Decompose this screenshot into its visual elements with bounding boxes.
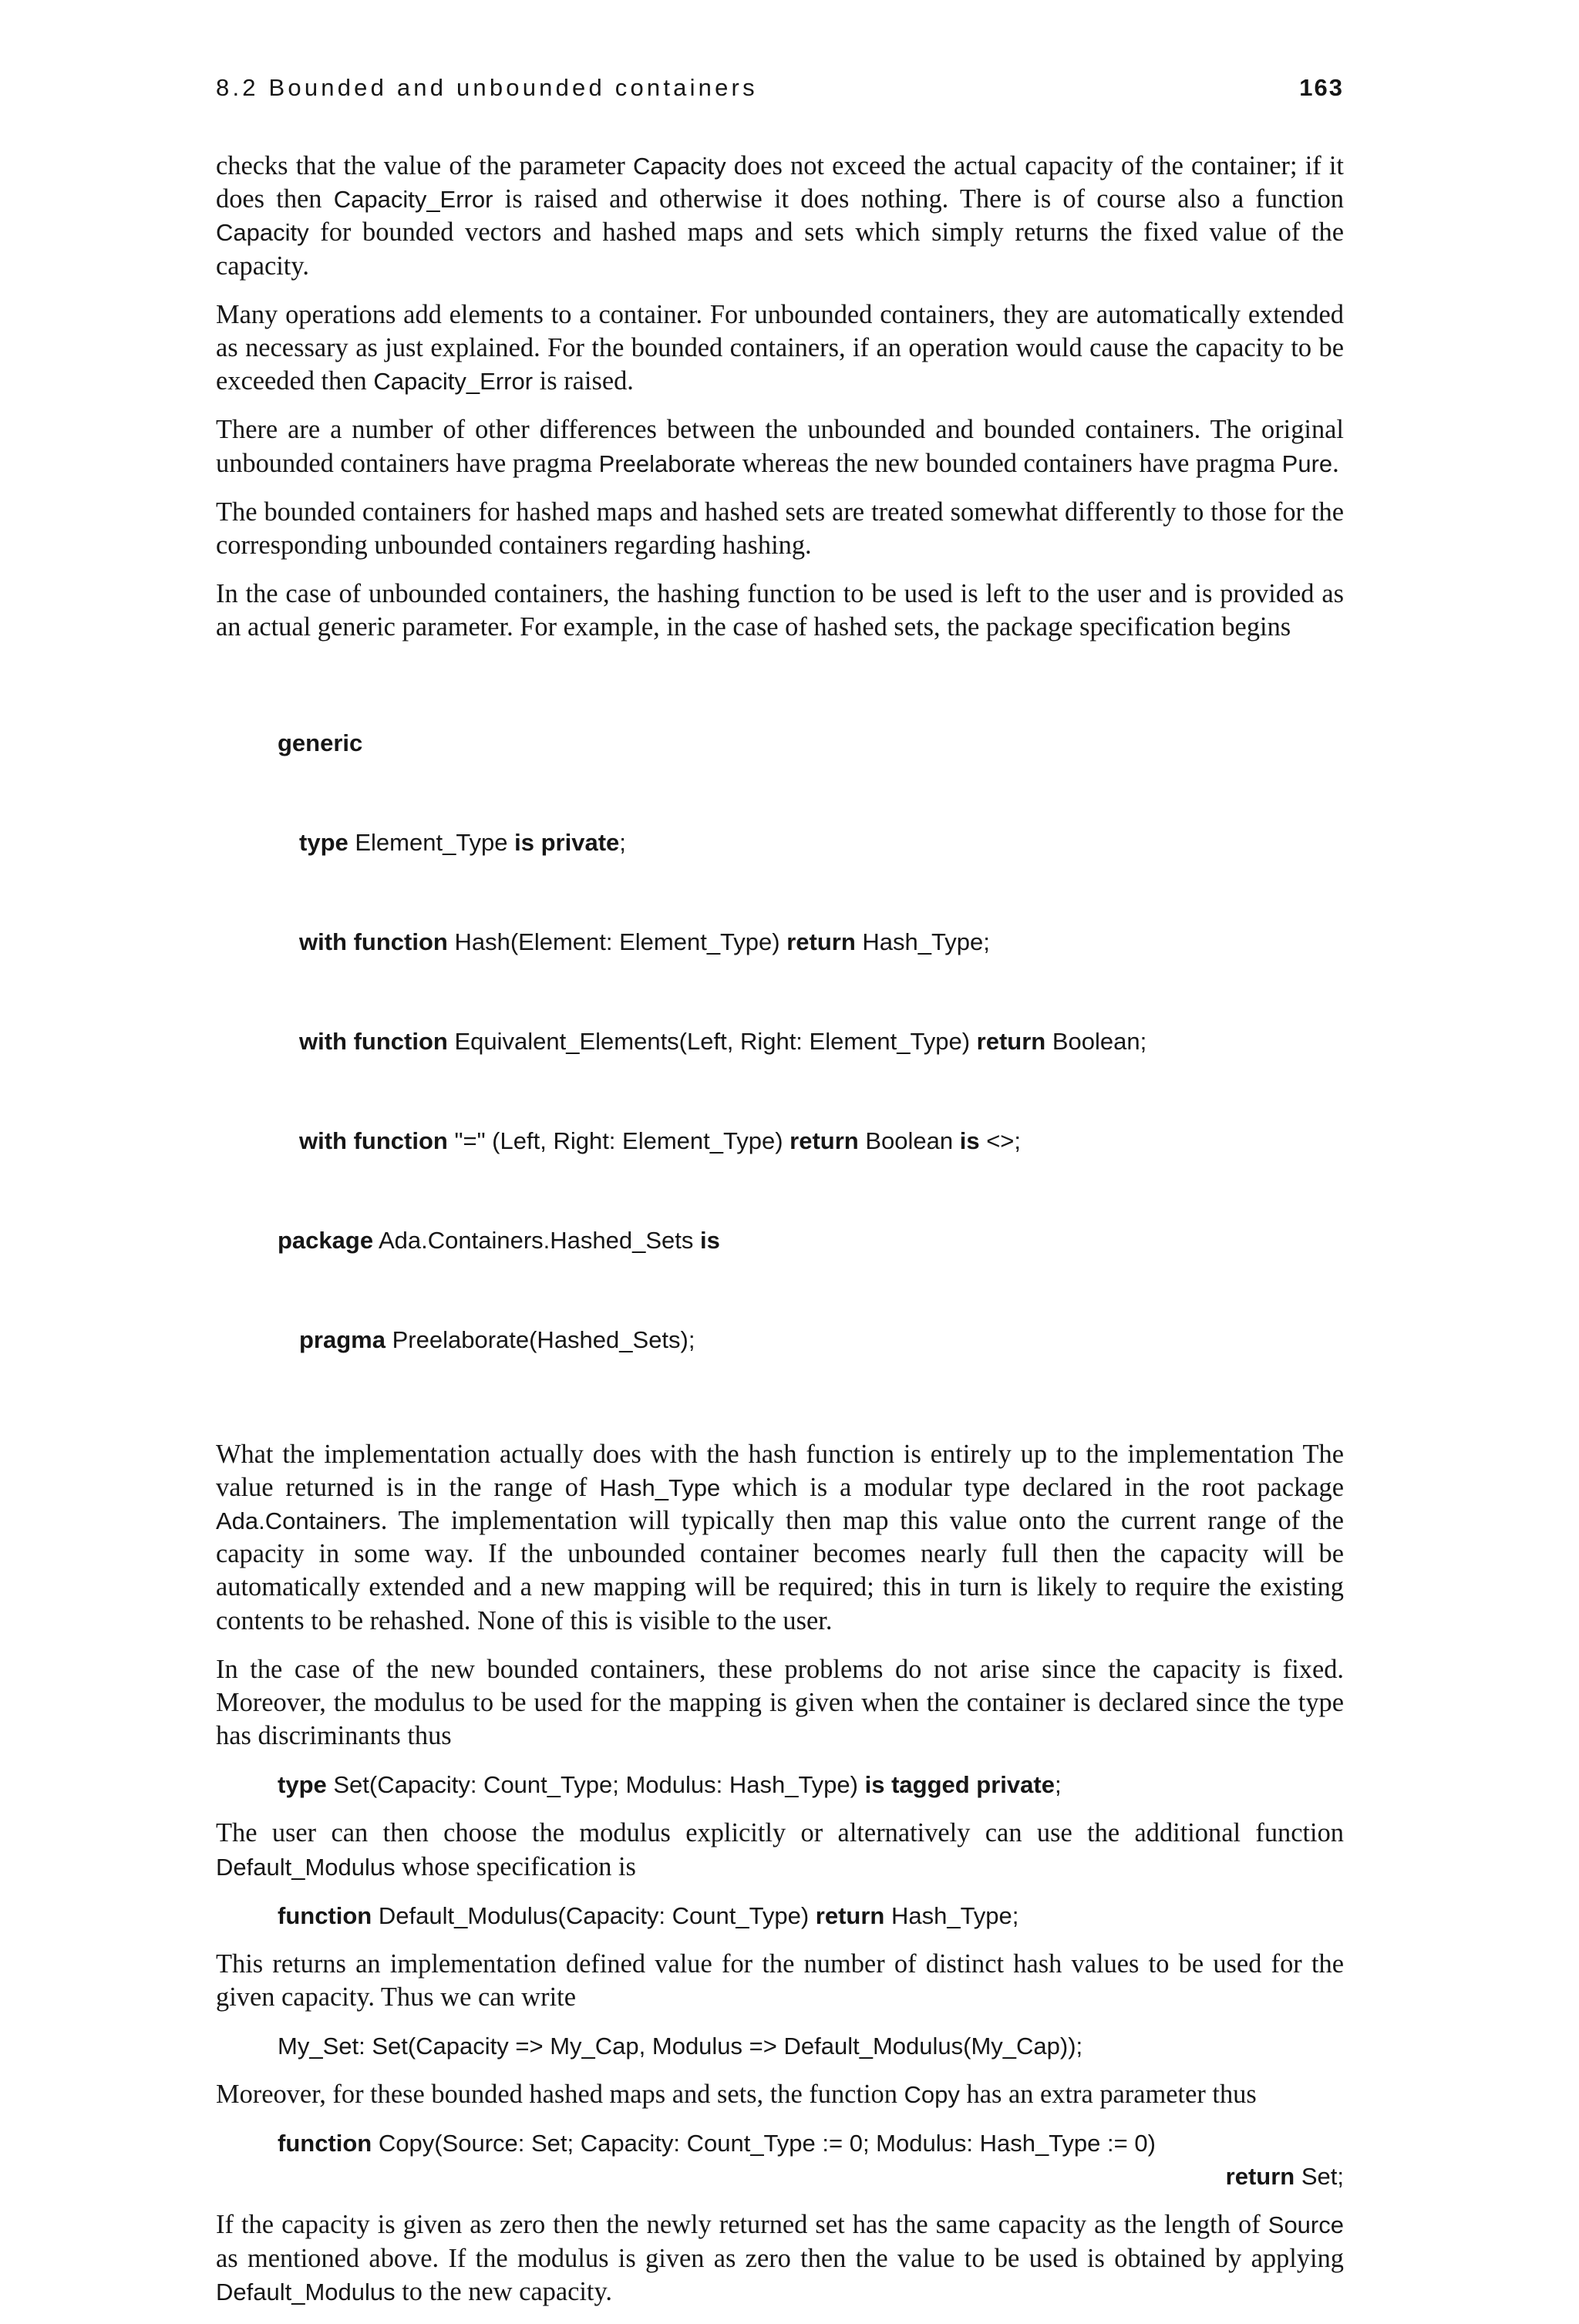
keyword: is [959, 1127, 980, 1154]
page-number: 163 [1299, 74, 1344, 101]
code-term: Capacity_Error [373, 368, 534, 396]
paragraph-returns-value [216, 1948, 1344, 2014]
code-text: Set(Capacity: Count_Type; Modulus: Hash_Type) [326, 1771, 865, 1799]
keyword: return [1225, 2163, 1295, 2191]
book-page [216, 74, 1344, 2324]
code-line [278, 1124, 1344, 1157]
keyword: pragma [299, 1325, 385, 1353]
paragraph-unbounded-hashing [216, 578, 1344, 644]
keyword: generic [278, 729, 363, 756]
keyword: package [278, 1226, 374, 1254]
code-text: <>; [979, 1127, 1022, 1154]
text: whereas the new bounded containers have pragma [736, 448, 1282, 478]
text: to the new capacity. [395, 2276, 613, 2306]
text: checks that the value of the parameter [216, 151, 634, 180]
code-text: Boolean [858, 1127, 960, 1154]
code-line [278, 925, 1344, 958]
keyword: with function [299, 1027, 448, 1055]
code-block-copy [278, 2127, 1344, 2193]
keyword: function [278, 1901, 372, 1929]
code-term: Default_Modulus [216, 2278, 396, 2305]
keyword: type [299, 828, 348, 856]
code-text: Equivalent_Elements(Left, Right: Element_Type) [447, 1027, 977, 1055]
code-text: Ada.Containers.Hashed_Sets [373, 1226, 701, 1254]
code-text: Boolean; [1045, 1027, 1147, 1055]
section-title: 8.2 Bounded and unbounded containers [216, 74, 758, 101]
text: which is a modular type declared in the root package [720, 1472, 1344, 1502]
keyword: is [700, 1226, 720, 1254]
code-text: Set; [1295, 2163, 1344, 2191]
keyword: return [786, 928, 856, 955]
code-line [278, 726, 1344, 760]
code-text: Hash_Type; [884, 1901, 1019, 1929]
code-term: Source [1268, 2211, 1344, 2239]
keyword: return [815, 1901, 885, 1929]
text: Moreover, for these bounded hashed maps and sets, the function [216, 2080, 904, 2110]
code-term: Pure [1281, 450, 1333, 477]
code-term: Capacity_Error [333, 186, 493, 214]
paragraph-zero-capacity [216, 2208, 1344, 2309]
code-line [278, 1323, 1344, 1356]
body-text [216, 150, 1344, 2309]
code-text: ; [619, 828, 626, 856]
code-line [278, 2160, 1344, 2193]
code-line [278, 1025, 1344, 1058]
code-text: ; [1054, 1771, 1062, 1799]
text: does not exceed the actual capacity of the container; if it does then [216, 151, 1344, 214]
keyword: is private [514, 828, 620, 856]
paragraph-copy-function [216, 2078, 1344, 2111]
code-text: Hash(Element: Element_Type) [447, 928, 787, 955]
paragraph-differences [216, 413, 1344, 480]
keyword: with function [299, 928, 448, 955]
paragraph-hashing-intro [216, 496, 1344, 562]
paragraph-bounded-case [216, 1653, 1344, 1753]
paragraph-capacity-check [216, 150, 1344, 283]
running-header [216, 74, 1344, 113]
text: In the case of unbounded containers, the hashing function to be used is left to the user and is provided as an actual generic parameter. For example, in the case of hashed sets, the package specification begins [216, 579, 1344, 642]
text: for bounded vectors and hashed maps and sets which simply returns the fixed value of the capacity. [216, 217, 1344, 281]
text: This returns an implementation defined value for the number of distinct hash values to be used for the given capacity. Thus we can write [216, 1948, 1344, 2012]
code-term: Capacity [216, 219, 309, 247]
keyword: is tagged private [864, 1771, 1055, 1799]
paragraph-implementation [216, 1438, 1344, 1638]
code-text: Copy(Source: Set; Capacity: Count_Type := 0; Modulus: Hash_Type := 0) [372, 2130, 1156, 2157]
text: as mentioned above. If the modulus is given as zero then the value to be used is obtained by applying [216, 2243, 1344, 2273]
keyword: with function [299, 1127, 448, 1154]
code-text: Hash_Type; [855, 928, 990, 955]
text: There are a number of other differences between the unbounded and bounded containers. The original unbounded containers have pragma [216, 415, 1344, 478]
code-block-generic-spec [278, 660, 1344, 1423]
text: What the implementation actually does with the hash function is entirely up to the implementation The value returned is in the range of [216, 1439, 1344, 1502]
text: In the case of the new bounded containers, these problems do not arise since the capacity is fixed. Moreover, the modulus to be used for the mapping is given when the container is declared since the type has discriminants thus [216, 1654, 1344, 1751]
text: . [1332, 448, 1339, 478]
code-line: My_Set: Set(Capacity => My_Cap, Modulus => Default_Modulus(My_Cap)); [278, 2033, 1083, 2060]
code-text: Element_Type [348, 828, 515, 856]
keyword: type [278, 1771, 327, 1799]
keyword: return [976, 1027, 1046, 1055]
code-line [278, 826, 1344, 859]
code-line [278, 1224, 1344, 1257]
keyword: return [790, 1127, 859, 1154]
text: is raised. [533, 366, 634, 396]
code-text: "=" (Left, Right: Element_Type) [447, 1127, 790, 1154]
text: is raised and otherwise it does nothing. There is of course also a function [493, 184, 1344, 214]
code-term: Ada.Containers [216, 1507, 381, 1535]
text: . The implementation will typically then map this value onto the current range of the capacity in some way. If the unbounded container becomes nearly full then the capacity will be automatically extended and a new mapping will be required; this in turn is likely to require the existing contents to be rehashed. None of this is visible to the user. [216, 1506, 1344, 1635]
code-line [278, 1899, 1344, 1932]
code-line [278, 1768, 1344, 1801]
text: The user can then choose the modulus explicitly or alternatively can use the additional function [216, 1818, 1344, 1848]
code-text: Default_Modulus(Capacity: Count_Type) [372, 1901, 816, 1929]
text: whose specification is [395, 1851, 636, 1881]
code-term: Hash_Type [599, 1474, 721, 1501]
code-block-set-type [278, 1768, 1344, 1801]
code-term: Default_Modulus [216, 1853, 396, 1881]
text: Many operations add elements to a container. For unbounded containers, they are automatically extended as necessary as just explained. For the bounded containers, if an operation would cause the capacity to be exceeded then [216, 299, 1344, 396]
code-term: Capacity [633, 153, 726, 180]
text: If the capacity is given as zero then the newly returned set has the same capacity as the length of [216, 2210, 1268, 2240]
paragraph-operations [216, 298, 1344, 399]
code-line [278, 2127, 1344, 2160]
text: The bounded containers for hashed maps and hashed sets are treated somewhat differently to those for the corresponding unbounded containers regarding hashing. [216, 497, 1344, 561]
code-block-my-set [278, 2029, 1344, 2063]
keyword: function [278, 2130, 372, 2157]
code-text: Preelaborate(Hashed_Sets); [385, 1325, 695, 1353]
code-term: Copy [904, 2081, 960, 2109]
code-term: Preelaborate [598, 450, 736, 477]
code-block-default-modulus [278, 1899, 1344, 1932]
text: has an extra parameter thus [959, 2080, 1257, 2110]
paragraph-modulus-choice [216, 1817, 1344, 1883]
